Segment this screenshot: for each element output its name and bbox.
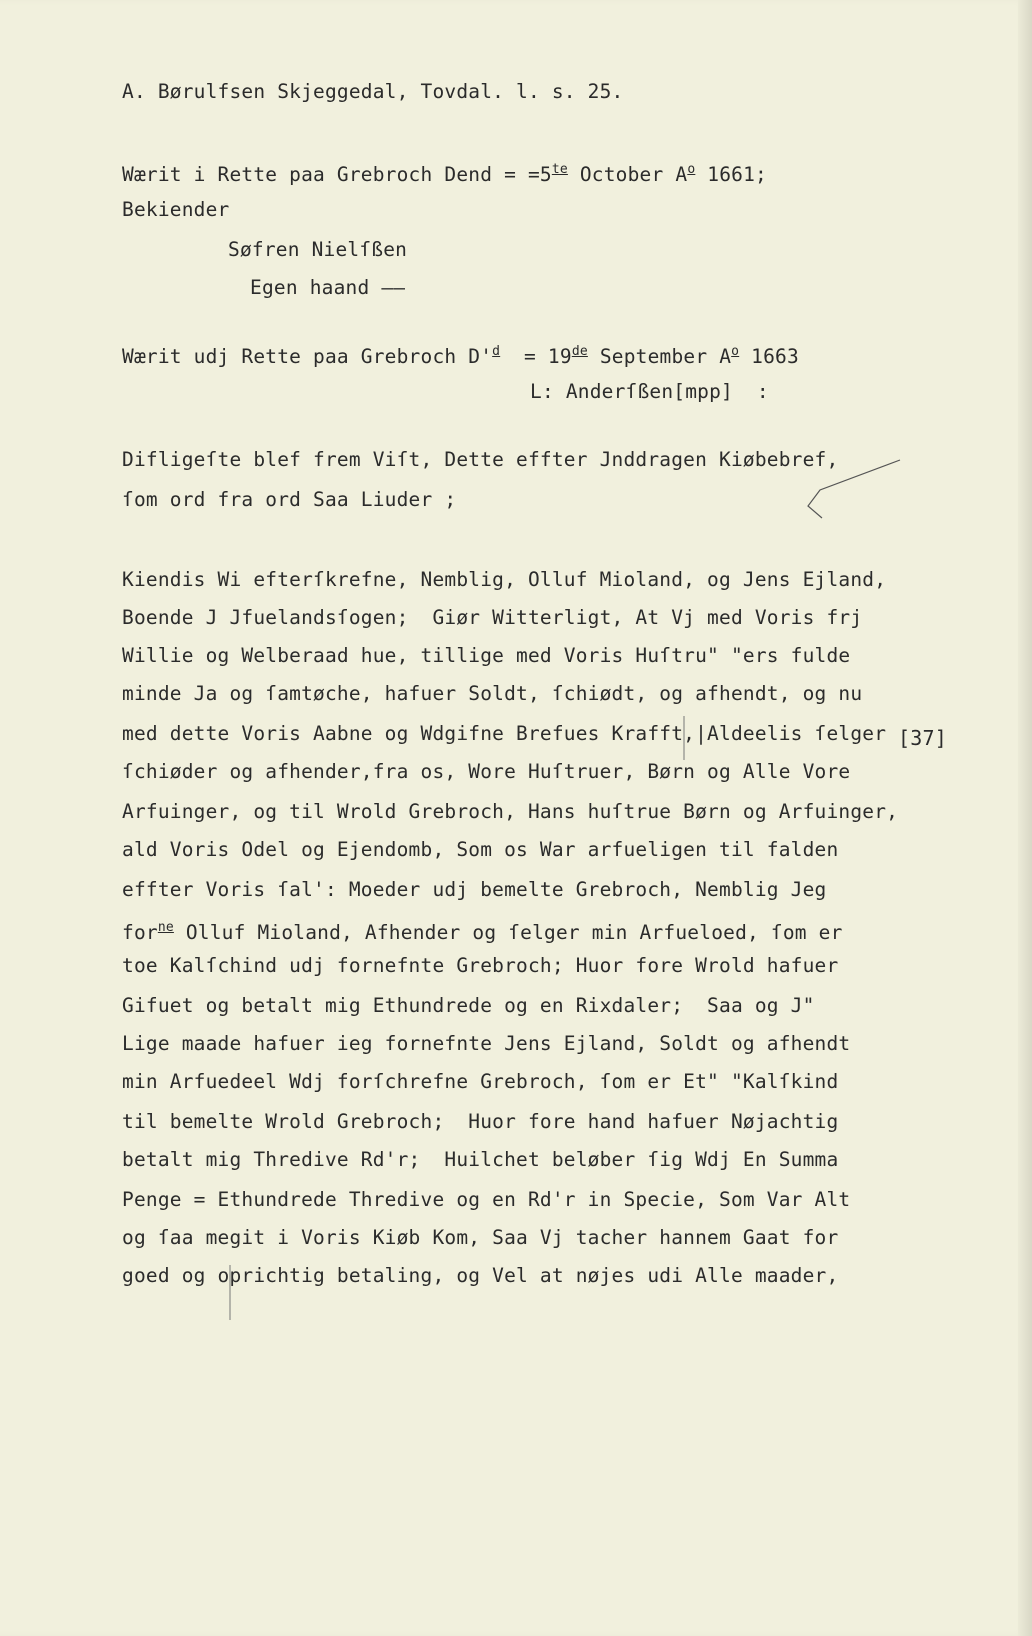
text-line xyxy=(122,1226,838,1250)
document-header: A. Børulfsen Skjeggedal, Tovdal. l. s. 25. xyxy=(122,80,624,103)
text-line xyxy=(122,1264,838,1288)
text-span: for xyxy=(122,921,158,944)
text-line xyxy=(122,682,862,706)
text-span: min Arfuedeel Wdj forſchrefne Grebroch, ſom er Et" "Kalſkind xyxy=(122,1070,839,1093)
text-line xyxy=(122,800,898,824)
text-span: September A xyxy=(587,345,732,368)
text-line xyxy=(122,760,850,784)
text-span: Gifuet og betalt mig Ethundrede og en Rixdaler; Saa og J" xyxy=(122,994,815,1017)
text-span: Bekiender xyxy=(122,198,230,221)
text-line xyxy=(228,238,407,262)
text-span: Wærit i Rette paa Grebroch Dend = =5 xyxy=(122,163,552,186)
text-span: ſchiøder og afhender,fra os, Wore Huſtruer, Børn og Alle Vore xyxy=(122,760,851,783)
text-line xyxy=(122,158,767,187)
text-span: til bemelte Wrold Grebroch; Huor fore hand hafuer Nøjachtig xyxy=(122,1110,839,1133)
text-span: toe Kalſchind udj fornefnte Grebroch; Huor fore Wrold hafuer xyxy=(122,954,839,977)
text-line xyxy=(122,1110,838,1134)
text-line xyxy=(122,568,886,592)
text-line xyxy=(122,644,850,668)
text-line xyxy=(122,954,838,978)
text-span: Boende J Jfuelandsſogen; Giør Witterligt, At Vj med Voris frj xyxy=(122,606,863,629)
text-span: betalt mig Thredive Rd'r; Huilchet beløber ſig Wdj En Summa xyxy=(122,1148,839,1171)
text-line xyxy=(250,276,405,300)
text-span: 1663 xyxy=(739,345,799,368)
text-span: Willie og Welberaad hue, tillige med Voris Huſtru" "ers fulde xyxy=(122,644,851,667)
text-span: Kiendis Wi efterſkrefne, Nemblig, Olluf Mioland, og Jens Ejland, xyxy=(122,568,887,591)
text-span: October A xyxy=(567,163,688,186)
text-span: Søfren Nielſßen xyxy=(228,238,408,261)
text-line xyxy=(122,994,815,1018)
text-span: Penge = Ethundrede Thredive og en Rd'r in Specie, Som Var Alt xyxy=(122,1188,851,1211)
text-span: Arfuinger, og til Wrold Grebroch, Hans huſtrue Børn og Arfuinger, xyxy=(122,800,899,823)
text-span: med dette Voris Aabne og Wdgifne Brefues Krafft,|Aldeelis ſelger xyxy=(122,722,887,745)
text-span: Difligeſte blef frem Viſt, Dette effter Jnddragen Kiøbebref, xyxy=(122,448,839,471)
text-line xyxy=(122,448,838,472)
text-span: Lige maade hafuer ieg fornefnte Jens Ejland, Soldt og afhendt xyxy=(122,1032,851,1055)
superscript: te xyxy=(551,162,568,177)
text-line xyxy=(122,606,862,630)
text-line xyxy=(122,198,229,222)
text-span: ald Voris Odel og Ejendomb, Som os War arfueligen til falden xyxy=(122,838,839,861)
superscript: o xyxy=(687,162,696,177)
text-line xyxy=(122,1148,838,1172)
text-span: minde Ja og ſamtøche, hafuer Soldt, ſchiødt, og afhendt, og nu xyxy=(122,682,863,705)
text-line xyxy=(122,340,799,369)
text-span: Wærit udj Rette paa Grebroch D' xyxy=(122,345,493,368)
margin-page-number: [37] xyxy=(898,726,947,750)
text-line xyxy=(530,380,769,404)
text-span: Egen haand —— xyxy=(250,276,406,299)
text-line xyxy=(122,838,838,862)
superscript: o xyxy=(731,344,740,359)
text-span: ſom ord fra ord Saa Liuder ; xyxy=(122,488,457,511)
superscript: ne xyxy=(157,920,174,935)
page-edge-shadow xyxy=(1018,0,1032,1636)
text-span: goed og oprichtig betaling, og Vel at nøjes udi Alle maader, xyxy=(122,1264,839,1287)
text-span: og ſaa megit i Voris Kiøb Kom, Saa Vj tacher hannem Gaat for xyxy=(122,1226,839,1249)
text-line xyxy=(122,878,826,902)
text-line xyxy=(122,916,843,945)
text-span: L: Anderſßen[mpp] : xyxy=(530,380,769,403)
text-line xyxy=(122,488,456,512)
text-line xyxy=(122,1032,850,1056)
text-line xyxy=(122,1070,838,1094)
text-line xyxy=(122,1188,850,1212)
superscript: de xyxy=(571,344,588,359)
superscript: d xyxy=(492,344,501,359)
text-span: effter Voris ſal': Moeder udj bemelte Grebroch, Nemblig Jeg xyxy=(122,878,827,901)
text-line xyxy=(122,722,886,746)
text-span: 1661; xyxy=(695,163,767,186)
text-span: = 19 xyxy=(500,345,572,368)
text-span: Olluf Mioland, Afhender og ſelger min Arfueloed, ſom er xyxy=(173,921,843,944)
